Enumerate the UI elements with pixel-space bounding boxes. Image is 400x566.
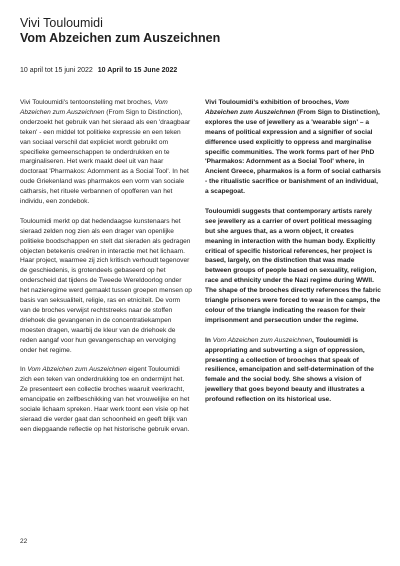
english-paragraph-1	[205, 98, 381, 197]
english-paragraph-2: Touloumidi suggests that contemporary artists rarely see jewellery as a carrier of overt political messaging but she argues that, as a worn object, it creates meaning in interaction with the human body. Explicitly critical of specific historical references, her project is based, largely, on the distinction that was made between groups of people based on sexuality, religion, race and ethnicity under the Nazi regime during WWII. The shape of the brooches directly references the fabric triangle prisoners were forced to wear in the camps, the colour of the triangle indicating the reason for their imprisonment and persecution under the regime.	[205, 207, 381, 324]
text-run: (From Sign to Distinction), explores the use of jewellery as a 'wearable sign' – a means of political expression and a signifier of social difference used explicitly to oppress and marginalise specific communities. The work forms part of her PhD 'Pharmakos: Adornment as a Social Tool' where, in Ancient Greece, pharmakos is a form of social catharsis - the ritualistic sacrifice or banishment of an individual, a scapegoat.	[205, 108, 381, 196]
dutch-paragraph-1	[20, 98, 192, 207]
italic-title: Vom Abzeichen zum Auszeichnen	[212, 336, 313, 344]
italic-title: Vom Abzeichen zum Auszeichnen	[20, 99, 168, 116]
dutch-paragraph-3	[20, 365, 192, 434]
artist-name: Vivi Touloumidi	[20, 16, 103, 30]
dates-english: 10 April to 15 June 2022	[97, 67, 178, 74]
english-paragraph-3	[205, 336, 381, 405]
dates-dutch: 10 april tot 15 juni 2022	[20, 67, 93, 74]
italic-title: Vom Abzeichen zum Auszeichnen	[27, 366, 127, 374]
italic-title: Vom Abzeichen zum Auszeichnen	[205, 99, 349, 116]
page-header	[20, 16, 220, 46]
english-text-column	[205, 98, 381, 415]
dutch-paragraph-2: Touloumidi merkt op dat hedendaagse kunstenaars het sieraad zelden nog zien als een drager van openlijke politieke boodschappen en stelt dat sieraden als gedragen objecten betekenis creëren in interactie met het lichaam. Haar project, waarmee zij zich kritisch verhoudt tegenover de geschiedenis, is grotendeels gebaseerd op het onderscheid dat tijdens de Tweede Wereldoorlog onder het nazieregime werd gemaakt tussen groepen mensen op basis van seksualiteit, religie, ras en etniciteit. De vorm van de broches verwijst rechtstreeks naar de stoffen driehoek die gevangenen in de concentratiekampen moesten dragen, waarbij de kleur van de driehoek de reden aangaf voor hun gevangenschap en vervolging onder het regime.	[20, 217, 192, 354]
page-number: 22	[20, 538, 28, 545]
text-run: Vivi Touloumidi's exhibition of brooches,	[205, 99, 335, 106]
dutch-text-column	[20, 98, 192, 445]
text-run: Vivi Touloumidi's tentoonstelling met broches,	[20, 99, 155, 106]
text-run: (From Sign to Distinction), onderzoekt het gebruik van het sieraad als een 'draagbaar teken' - een middel tot politieke expressie en een teken van sociaal verschil dat expliciet wordt gebruikt om specifieke gemeenschappen te onderdrukken en te marginaliseren. Het werk maakt deel uit van haar doctoraat 'Pharmakos: Adornment as a Social Tool'. In het oude Griekenland was pharmakos een vorm van sociale catharsis, het rituele verbannen of opofferen van het individu, een zondebok.	[20, 108, 191, 206]
text-run: In	[20, 366, 28, 374]
exhibition-title: Vom Abzeichen zum Auszeichnen	[20, 31, 221, 45]
text-run: , Touloumidi is appropriating and subverting a sign of oppression, presenting a collection of brooches that speak of resilience, emancipation and self-determination of the female and the social body. She shows a vision of jewellery that goes beyond beauty and illustrates a profound reflection on its historical use.	[205, 336, 374, 404]
exhibition-dates	[20, 66, 177, 75]
text-run: In	[205, 336, 213, 344]
text-run: eigent Touloumidi zich een teken van onderdrukking toe en ondermijnt het. Ze presenteert een collectie broches waaruit veerkracht, emancipatie en zelfbeschikking van het vrouwelijke en het sociale lichaam spreken. Haar werk toont een visie op het sieraad die verder gaat dan schoonheid en geeft blijk van een diepgaande reflectie op het historische gebruik ervan.	[20, 366, 190, 433]
